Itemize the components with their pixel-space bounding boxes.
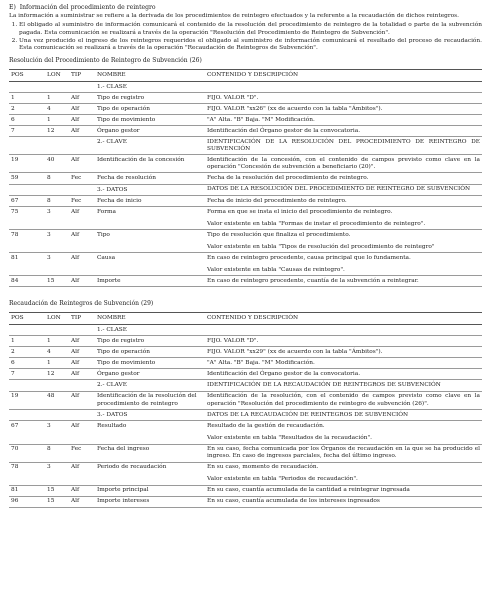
cell-descripcion	[205, 444, 482, 462]
header-pos: POS	[9, 312, 45, 324]
descripcion-line: En su caso, fecha comunicada por los Órganos de recaudación en la que se ha producido el ingreso. En caso de ingresos parciales, fecha del último ingreso.	[207, 446, 480, 460]
cell-tip: Alf	[69, 230, 95, 253]
table-row	[9, 347, 482, 358]
cell-tip: Alf	[69, 347, 95, 358]
cell-descripcion	[205, 380, 482, 391]
descripcion-line: Resultado de la gestión de recaudación.	[207, 423, 325, 430]
cell-lon: 8	[45, 195, 69, 206]
cell-nombre: Periodo de recaudación	[95, 462, 205, 485]
cell-lon: 3	[45, 421, 69, 444]
descripcion-line: Valor existente en tabla "Tipos de resolución del procedimiento de reintegro"	[207, 243, 435, 250]
header-nombre: NOMBRE	[95, 69, 205, 81]
cell-nombre: Tipo de registro	[95, 336, 205, 347]
descripcion-line: IDENTIFICACIÓN DE LA RECAUDACIÓN DE REINTEGROS DE SUBVENCIÓN	[207, 382, 441, 388]
cell-pos: 70	[9, 444, 45, 462]
table-row	[9, 230, 482, 253]
cell-nombre: Tipo	[95, 230, 205, 253]
table-row	[9, 444, 482, 462]
cell-pos	[9, 324, 45, 335]
table-body	[9, 324, 482, 507]
cell-tip: Alf	[69, 336, 95, 347]
descripcion-line: Tipo de resolución que finaliza el procedimiento.	[207, 231, 351, 238]
cell-lon: 12	[45, 369, 69, 380]
descripcion-line: DATOS DE LA RECAUDACIÓN DE REINTEGROS DE SUBVENCIÓN	[207, 411, 409, 418]
cell-pos: 59	[9, 173, 45, 184]
header-tip: TIP	[69, 69, 95, 81]
list-item: 2. Una vez producido el ingreso de los reintegros requeridos el obligado al suministro de información comunicará el resultado del proceso de recaudación. Esta comunicación se realizará a través de la operación "Recaudación de Reintegros de Subvención".	[19, 38, 482, 52]
cell-tip: Fec	[69, 173, 95, 184]
cell-pos	[9, 184, 45, 195]
cell-nombre: 2.- CLAVE	[95, 137, 205, 155]
cell-nombre: Fecha de inicio	[95, 195, 205, 206]
table-row	[9, 380, 482, 391]
table-row	[9, 93, 482, 104]
cell-tip	[69, 184, 95, 195]
cell-tip: Alf	[69, 126, 95, 137]
cell-tip: Alf	[69, 496, 95, 507]
header-descripcion: CONTENIDO Y DESCRIPCIÓN	[205, 69, 482, 81]
cell-tip	[69, 81, 95, 92]
cell-lon: 1	[45, 115, 69, 126]
descripcion-line: "A" Alta. "B" Baja. "M" Modificación.	[207, 116, 315, 123]
cell-descripcion	[205, 485, 482, 496]
cell-nombre: Resultado	[95, 421, 205, 444]
table-resolucion	[9, 69, 482, 288]
descripcion-line: En caso de reintegro procedente, cuantía de la subvención a reintegrar.	[207, 277, 419, 284]
descripcion-line: En caso de reintegro procedente, causa principal que lo fundamenta.	[207, 254, 411, 261]
cell-nombre: Causa	[95, 253, 205, 276]
cell-tip	[69, 409, 95, 420]
cell-lon: 8	[45, 173, 69, 184]
cell-nombre: Tipo de operación	[95, 347, 205, 358]
table-row	[9, 409, 482, 420]
cell-lon: 3	[45, 207, 69, 230]
cell-tip: Fec	[69, 195, 95, 206]
cell-nombre: Importe	[95, 276, 205, 287]
cell-descripcion	[205, 173, 482, 184]
cell-tip: Alf	[69, 253, 95, 276]
table-row	[9, 173, 482, 184]
cell-tip: Alf	[69, 485, 95, 496]
numbered-list	[9, 22, 482, 52]
cell-pos: 6	[9, 115, 45, 126]
cell-tip: Alf	[69, 391, 95, 409]
cell-lon: 15	[45, 485, 69, 496]
cell-tip	[69, 324, 95, 335]
descripcion-line: IDENTIFICACIÓN DE LA RESOLUCIÓN DEL PROCEDIMIENTO DE REINTEGRO DE SUBVENCIÓN	[207, 138, 480, 152]
cell-descripcion	[205, 104, 482, 115]
cell-nombre: Órgano gestor	[95, 126, 205, 137]
cell-tip: Alf	[69, 462, 95, 485]
cell-tip	[69, 137, 95, 155]
cell-lon: 15	[45, 496, 69, 507]
cell-lon: 8	[45, 444, 69, 462]
cell-lon: 40	[45, 155, 69, 173]
cell-descripcion	[205, 276, 482, 287]
cell-lon: 4	[45, 347, 69, 358]
cell-nombre: Forma	[95, 207, 205, 230]
cell-descripcion	[205, 93, 482, 104]
cell-descripcion	[205, 409, 482, 420]
descripcion-line: "A" Alta. "B" Baja. "M" Modificación.	[207, 359, 315, 366]
cell-lon	[45, 324, 69, 335]
header-descripcion: CONTENIDO Y DESCRIPCIÓN	[205, 312, 482, 324]
cell-nombre: Tipo de movimiento	[95, 358, 205, 369]
cell-descripcion	[205, 155, 482, 173]
cell-nombre: 3.- DATOS	[95, 184, 205, 195]
cell-tip	[69, 380, 95, 391]
table-row	[9, 369, 482, 380]
descripcion-line: Identificación de la resolución, con el contenido de campos previsto como clave en la operación "Resolución del procedimiento de reintegro de subvención (26)".	[207, 393, 480, 407]
cell-pos	[9, 380, 45, 391]
descripcion-line: FIJO. VALOR "D".	[207, 94, 259, 101]
list-item: 1. El obligado al suministro de información comunicará el contenido de la resolución del procedimiento de reintegro de la totalidad o parte de la subvención pagada. Esta comunicación se realizará a través de la operación "Resolución del Procedimiento de Reintegro de Subvención".	[19, 22, 482, 36]
cell-descripcion	[205, 137, 482, 155]
cell-lon: 3	[45, 462, 69, 485]
cell-pos: 67	[9, 195, 45, 206]
cell-nombre: 1.- CLASE	[95, 324, 205, 335]
table-header-row	[9, 69, 482, 81]
section-intro: La información a suministrar se refiere a la derivada de los procedimientos de reintegro efectuados y la referente a la recaudación de dichos reintegros.	[9, 13, 459, 20]
header-pos: POS	[9, 69, 45, 81]
descripcion-line: DATOS DE LA RESOLUCIÓN DEL PROCEDIMIENTO DE REINTEGRO DE SUBVENCIÓN	[207, 186, 471, 193]
table-row	[9, 336, 482, 347]
table-row	[9, 104, 482, 115]
table-row	[9, 115, 482, 126]
cell-lon: 15	[45, 276, 69, 287]
cell-tip: Alf	[69, 104, 95, 115]
table-row	[9, 195, 482, 206]
cell-nombre: Fecha de resolución	[95, 173, 205, 184]
table-recaudacion	[9, 312, 482, 508]
cell-descripcion	[205, 462, 482, 485]
table-row	[9, 276, 482, 287]
cell-pos: 7	[9, 369, 45, 380]
table-row	[9, 81, 482, 92]
cell-nombre: Tipo de movimiento	[95, 115, 205, 126]
cell-pos: 81	[9, 485, 45, 496]
cell-descripcion	[205, 207, 482, 230]
cell-descripcion	[205, 115, 482, 126]
cell-tip: Fec	[69, 444, 95, 462]
cell-nombre: Tipo de registro	[95, 93, 205, 104]
cell-descripcion	[205, 391, 482, 409]
descripcion-line: Valor existente en tabla "Causas de reintegro".	[207, 266, 345, 273]
cell-descripcion	[205, 336, 482, 347]
table-row	[9, 324, 482, 335]
cell-descripcion	[205, 347, 482, 358]
table-row	[9, 358, 482, 369]
cell-descripcion	[205, 496, 482, 507]
cell-tip: Alf	[69, 421, 95, 444]
cell-pos	[9, 81, 45, 92]
table-row	[9, 496, 482, 507]
cell-lon: 4	[45, 104, 69, 115]
table-body	[9, 81, 482, 287]
cell-lon: 1	[45, 93, 69, 104]
cell-lon	[45, 81, 69, 92]
descripcion-line: FIJO. VALOR "xx26" (xx de acuerdo con la tabla "Ámbitos").	[207, 105, 383, 112]
header-tip: TIP	[69, 312, 95, 324]
cell-tip: Alf	[69, 207, 95, 230]
descripcion-line: En su caso, momento de recaudación.	[207, 464, 319, 471]
table-row	[9, 462, 482, 485]
table-row	[9, 253, 482, 276]
cell-descripcion	[205, 230, 482, 253]
descripcion-line: FIJO. VALOR "xx29" (xx de acuerdo con la tabla "Ámbitos").	[207, 348, 383, 355]
cell-pos: 19	[9, 391, 45, 409]
descripcion-line: Valor existente en tabla "Formas de instar el procedimiento de reintegro".	[207, 220, 426, 227]
table-row	[9, 421, 482, 444]
cell-tip: Alf	[69, 358, 95, 369]
cell-pos: 19	[9, 155, 45, 173]
cell-pos: 7	[9, 126, 45, 137]
cell-pos: 2	[9, 347, 45, 358]
cell-nombre: 3.- DATOS	[95, 409, 205, 420]
cell-pos: 2	[9, 104, 45, 115]
cell-lon	[45, 184, 69, 195]
table-row	[9, 391, 482, 409]
descripcion-line: Valor existente en tabla "Resultados de la recaudación".	[207, 435, 372, 442]
cell-pos	[9, 409, 45, 420]
cell-nombre: Importe intereses	[95, 496, 205, 507]
cell-descripcion	[205, 81, 482, 92]
table-row	[9, 184, 482, 195]
header-lon: LON	[45, 312, 69, 324]
cell-nombre: Órgano gestor	[95, 369, 205, 380]
cell-lon: 3	[45, 230, 69, 253]
cell-nombre: Tipo de operación	[95, 104, 205, 115]
cell-descripcion	[205, 369, 482, 380]
cell-descripcion	[205, 421, 482, 444]
table-row	[9, 137, 482, 155]
cell-tip: Alf	[69, 369, 95, 380]
descripcion-line: Identificación del Órgano gestor de la convocatoria.	[207, 127, 361, 134]
descripcion-line: Fecha de inicio del procedimiento de reintegro.	[207, 197, 347, 204]
header-nombre: NOMBRE	[95, 312, 205, 324]
cell-descripcion	[205, 358, 482, 369]
section-title: E) Información del procedimiento de reintegro	[9, 4, 156, 11]
cell-lon	[45, 380, 69, 391]
table-row	[9, 207, 482, 230]
descripcion-line: Valor existente en tabla "Periodos de recaudación".	[207, 476, 358, 483]
cell-descripcion	[205, 253, 482, 276]
cell-pos: 96	[9, 496, 45, 507]
descripcion-line: En su caso, cuantía acumulada de la cantidad a reintegrar ingresada	[207, 487, 410, 494]
cell-pos: 78	[9, 462, 45, 485]
cell-descripcion	[205, 126, 482, 137]
cell-nombre: Identificación de la concesión	[95, 155, 205, 173]
cell-pos	[9, 137, 45, 155]
descripcion-line: Identificación del Órgano gestor de la convocatoria.	[207, 370, 361, 377]
cell-pos: 67	[9, 421, 45, 444]
table-title-resolucion: Resolución del Procedimiento de Reintegro de Subvención (26)	[9, 57, 202, 65]
cell-lon: 48	[45, 391, 69, 409]
cell-tip: Alf	[69, 115, 95, 126]
cell-pos: 75	[9, 207, 45, 230]
cell-tip: Alf	[69, 155, 95, 173]
cell-lon	[45, 409, 69, 420]
cell-pos: 1	[9, 93, 45, 104]
cell-nombre: 1.- CLASE	[95, 81, 205, 92]
cell-lon: 3	[45, 253, 69, 276]
cell-lon	[45, 137, 69, 155]
cell-nombre: Importe principal	[95, 485, 205, 496]
cell-tip: Alf	[69, 93, 95, 104]
table-row	[9, 155, 482, 173]
cell-pos: 78	[9, 230, 45, 253]
cell-pos: 84	[9, 276, 45, 287]
descripcion-line: En su caso, cuantía acumulada de los intereses ingresados	[207, 498, 380, 505]
table-title-recaudacion: Recaudación de Reintegros de Subvención (29)	[9, 300, 154, 308]
cell-descripcion	[205, 324, 482, 335]
cell-pos: 6	[9, 358, 45, 369]
cell-descripcion	[205, 195, 482, 206]
cell-tip: Alf	[69, 276, 95, 287]
cell-nombre: 2.- CLAVE	[95, 380, 205, 391]
cell-lon: 1	[45, 358, 69, 369]
table-row	[9, 126, 482, 137]
cell-pos: 1	[9, 336, 45, 347]
descripcion-line: FIJO. VALOR "D".	[207, 337, 259, 344]
cell-nombre: Fecha del ingreso	[95, 444, 205, 462]
cell-lon: 1	[45, 336, 69, 347]
descripcion-line: Fecha de la resolución del procedimiento de reintegro.	[207, 175, 369, 182]
descripcion-line: Forma en que se insta el inicio del procedimiento de reintegro.	[207, 208, 393, 215]
descripcion-line: Identificación de la concesión, con el contenido de campos previsto como clave en la operación "Concesión de subvención a beneficiario (20)".	[207, 156, 480, 171]
cell-lon: 12	[45, 126, 69, 137]
cell-nombre: Identificación de la resolución del procedimiento de reintegro	[95, 391, 205, 409]
header-lon: LON	[45, 69, 69, 81]
table-row	[9, 485, 482, 496]
table-header-row	[9, 312, 482, 324]
cell-pos: 81	[9, 253, 45, 276]
cell-descripcion	[205, 184, 482, 195]
